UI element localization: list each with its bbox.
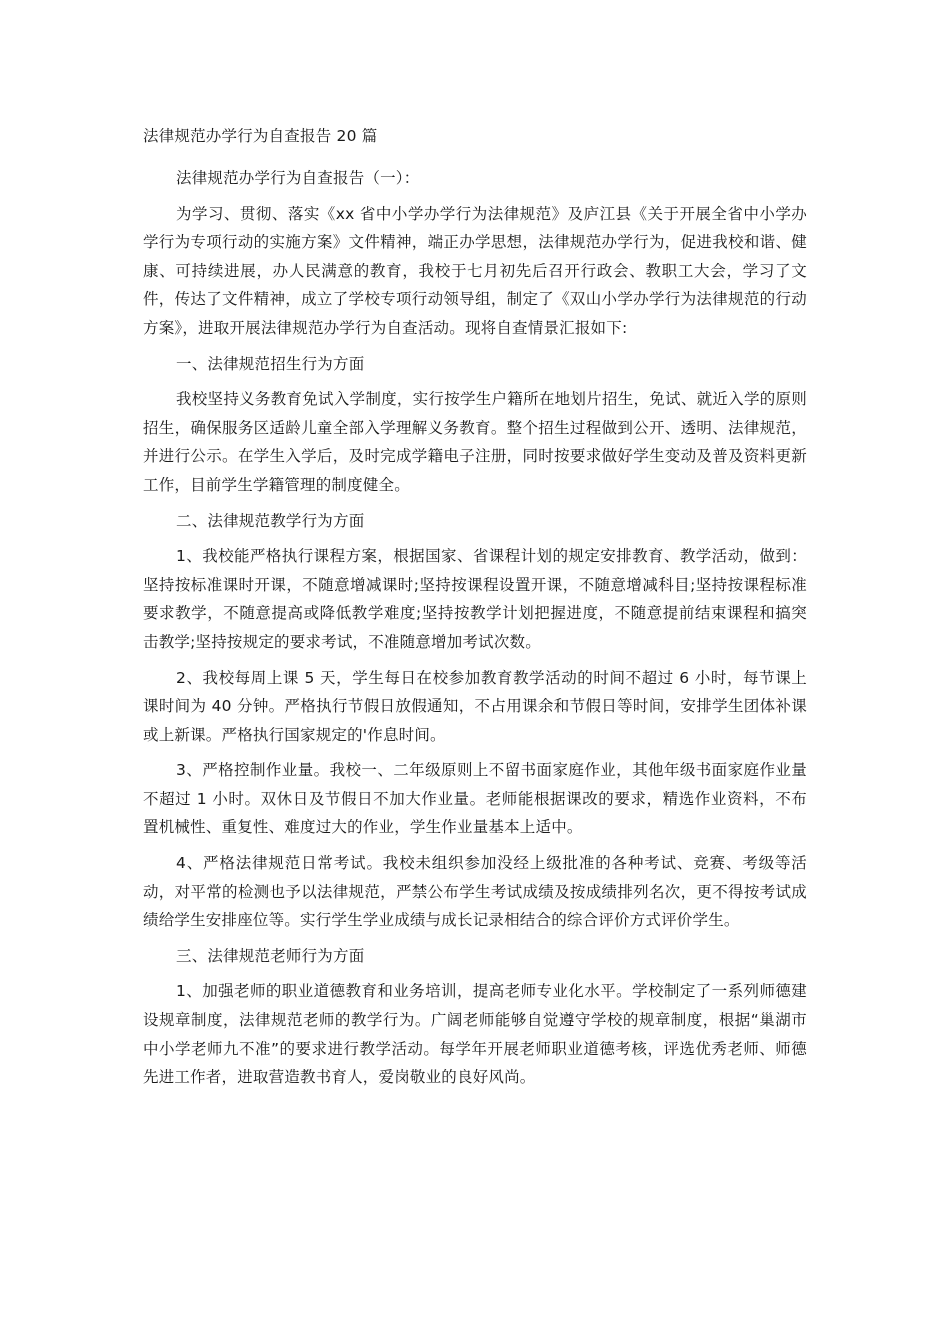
paragraph-enrollment: 我校坚持义务教育免试入学制度，实行按学生户籍所在地划片招生，免试、就近入学的原则招生，确保服务区适龄儿童全部入学理解义务教育。整个招生过程做到公开、透明、法律规范，并进行公示。在学生入学后，及时完成学籍电子注册，同时按要求做好学生变动及普及资料更新工作，目前学生学籍管理的制度健全。 <box>143 390 807 494</box>
paragraph-teaching-4: 4、严格法律规范日常考试。我校未组织参加没经上级批准的各种考试、竞赛、考级等活动，对平常的检测也予以法律规范，严禁公布学生考试成绩及按成绩排列名次，更不得按考试成绩给学生安排座位等。实行学生学业成绩与成长记录相结合的综合评价方式评价学生。 <box>143 854 807 930</box>
section-heading-teaching: 二、法律规范教学行为方面 <box>176 511 365 530</box>
section-heading-teachers: 三、法律规范老师行为方面 <box>176 946 365 965</box>
paragraph-teaching-2: 2、我校每周上课 5 天，学生每日在校参加教育教学活动的时间不超过 6 小时，每节课上课时间为 40 分钟。严格执行节假日放假通知，不占用课余和节假日等时间，安排学生团体补课或上新课。严格执行国家规定的'作息时间。 <box>143 668 807 744</box>
document-title: 法律规范办学行为自查报告 20 篇 <box>143 127 378 145</box>
paragraph-teaching-3: 3、严格控制作业量。我校一、二年级原则上不留书面家庭作业，其他年级书面家庭作业量不超过 1 小时。双休日及节假日不加大作业量。老师能根据课改的要求，精选作业资料，不布置机械性、重复性、难度过大的作业，学生作业量基本上适中。 <box>143 761 807 837</box>
intro-paragraph: 为学习、贯彻、落实《xx 省中小学办学行为法律规范》及庐江县《关于开展全省中小学办学行为专项行动的实施方案》文件精神，端正办学思想，法律规范办学行为，促进我校和谐、健康、可持续进展，办人民满意的教育，我校于七月初先后召开行政会、教职工大会，学习了文件，传达了文件精神，成立了学校专项行动领导组，制定了《双山小学办学行为法律规范的行动方案》，进取开展法律规范办学行为自查活动。现将自查情景汇报如下: <box>143 204 807 337</box>
paragraph-teachers-1: 1、加强老师的职业道德教育和业务培训，提高老师专业化水平。学校制定了一系列师德建设规章制度，法律规范老师的教学行为。广阔老师能够自觉遵守学校的规章制度，根据“巢湖市中小学老师九不准”的要求进行教学活动。每学年开展老师职业道德考核，评选优秀老师、师德先进工作者，进取营造教书育人，爱岗敬业的良好风尚。 <box>143 982 807 1087</box>
document-page <box>143 122 807 1099</box>
paragraph-teaching-1: 1、我校能严格执行课程方案，根据国家、省课程计划的规定安排教育、教学活动，做到：坚持按标准课时开课，不随意增减课时;坚持按课程设置开课，不随意增减科目;坚持按课程标准要求教学，不随意提高或降低教学难度;坚持按教学计划把握进度，不随意提前结束课程和搞突击教学;坚持按规定的要求考试，不准随意增加考试次数。 <box>143 547 807 651</box>
report-subtitle: 法律规范办学行为自查报告（一）： <box>176 169 420 187</box>
section-heading-enrollment: 一、法律规范招生行为方面 <box>176 354 365 373</box>
